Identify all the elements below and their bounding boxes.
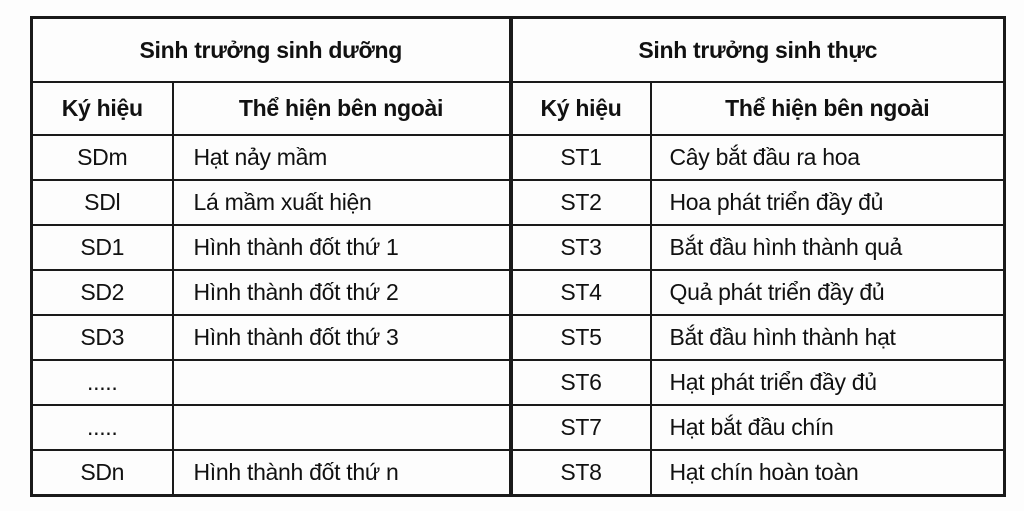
left-symbol-cell: SDn [32, 450, 173, 496]
right-symbol-cell: ST1 [511, 135, 651, 180]
left-description-cell: Lá mầm xuất hiện [173, 180, 511, 225]
column-header-row [32, 82, 1005, 135]
table-row [32, 180, 1005, 225]
right-description-column-header: Thể hiện bên ngoài [651, 82, 1005, 135]
left-symbol-cell: SDl [32, 180, 173, 225]
table-row [32, 360, 1005, 405]
left-description-cell: Hình thành đốt thứ n [173, 450, 511, 496]
right-symbol-cell: ST8 [511, 450, 651, 496]
left-symbol-cell: SD3 [32, 315, 173, 360]
right-symbol-cell: ST6 [511, 360, 651, 405]
left-description-cell: Hình thành đốt thứ 2 [173, 270, 511, 315]
right-symbol-cell: ST5 [511, 315, 651, 360]
table-row [32, 135, 1005, 180]
right-description-cell: Bắt đầu hình thành hạt [651, 315, 1005, 360]
left-symbol-column-header: Ký hiệu [32, 82, 173, 135]
right-description-cell: Hạt phát triển đầy đủ [651, 360, 1005, 405]
table-row [32, 405, 1005, 450]
group-header-row [32, 18, 1005, 83]
left-description-cell: Hình thành đốt thứ 3 [173, 315, 511, 360]
left-description-cell: Hạt nảy mầm [173, 135, 511, 180]
left-symbol-cell: SD2 [32, 270, 173, 315]
reproductive-growth-header: Sinh trưởng sinh thực [511, 18, 1005, 83]
right-symbol-cell: ST4 [511, 270, 651, 315]
right-description-cell: Hạt chín hoàn toàn [651, 450, 1005, 496]
right-description-cell: Hoa phát triển đầy đủ [651, 180, 1005, 225]
left-description-cell [173, 360, 511, 405]
left-description-cell [173, 405, 511, 450]
table-row [32, 450, 1005, 496]
right-symbol-cell: ST2 [511, 180, 651, 225]
vegetative-growth-header: Sinh trưởng sinh dưỡng [32, 18, 511, 83]
left-symbol-cell: SDm [32, 135, 173, 180]
growth-stages-table [30, 16, 1006, 497]
right-symbol-cell: ST3 [511, 225, 651, 270]
left-symbol-cell: ..... [32, 405, 173, 450]
right-description-cell: Cây bắt đầu ra hoa [651, 135, 1005, 180]
right-description-cell: Hạt bắt đầu chín [651, 405, 1005, 450]
left-description-column-header: Thể hiện bên ngoài [173, 82, 511, 135]
table-row [32, 270, 1005, 315]
left-symbol-cell: ..... [32, 360, 173, 405]
right-symbol-column-header: Ký hiệu [511, 82, 651, 135]
right-symbol-cell: ST7 [511, 405, 651, 450]
left-description-cell: Hình thành đốt thứ 1 [173, 225, 511, 270]
right-description-cell: Quả phát triển đầy đủ [651, 270, 1005, 315]
table-row [32, 225, 1005, 270]
left-symbol-cell: SD1 [32, 225, 173, 270]
table-row [32, 315, 1005, 360]
right-description-cell: Bắt đầu hình thành quả [651, 225, 1005, 270]
